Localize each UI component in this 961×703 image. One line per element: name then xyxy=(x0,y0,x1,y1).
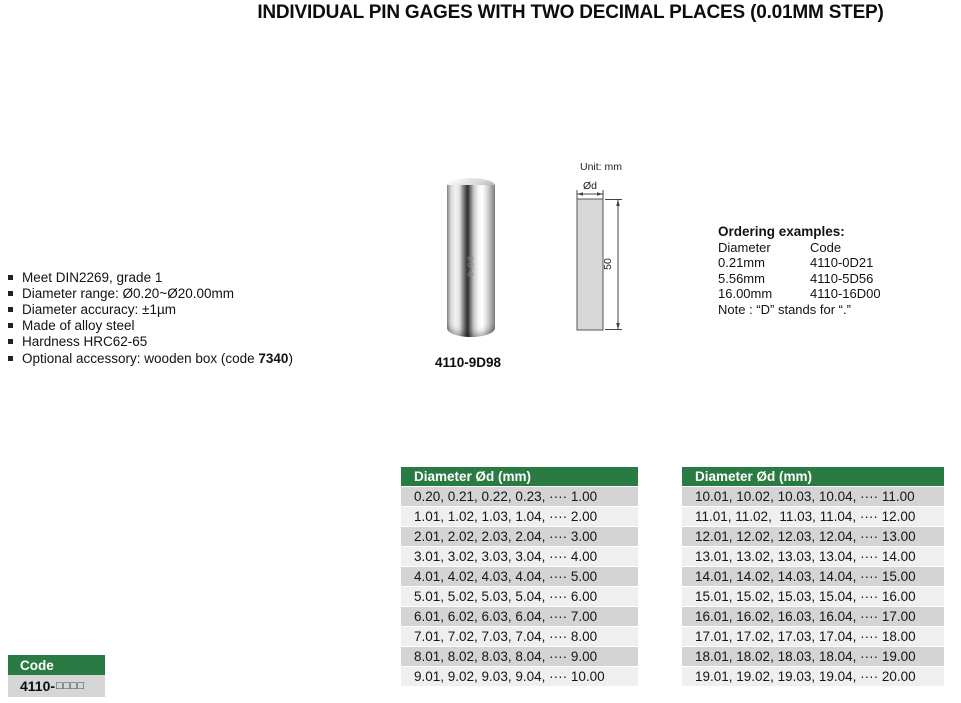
table-row: 19.01, 19.02, 19.03, 19.04, ···· 20.00 xyxy=(682,667,944,687)
table-row: 17.01, 17.02, 17.03, 17.04, ···· 18.00 xyxy=(682,627,944,647)
ordering-header-row xyxy=(718,240,881,256)
table-row: 16.01, 16.02, 16.03, 16.04, ···· 17.00 xyxy=(682,607,944,627)
ordering-row: 5.56mm 4110-5D56 xyxy=(718,270,874,286)
feature-item xyxy=(8,285,293,301)
table-row: 2.01, 2.02, 2.03, 2.04, ···· 3.00 xyxy=(401,527,638,547)
dimension-drawing xyxy=(568,156,640,340)
ordering-col-code: Code xyxy=(810,239,842,255)
table-header: Diameter Ød (mm) xyxy=(401,467,638,487)
length-dim-label: 50 xyxy=(602,258,614,270)
ordering-row: 0.21mm 4110-0D21 xyxy=(718,255,874,270)
table-row: 9.01, 9.02, 9.03, 9.04, ···· 10.00 xyxy=(401,667,638,687)
ordering-row: 16.00mm 4110-16D00 xyxy=(718,286,881,301)
bullet-square-icon xyxy=(8,275,13,280)
feature-item xyxy=(8,301,293,317)
feature-text: Hardness HRC62-65 xyxy=(22,334,148,350)
page-title: INDIVIDUAL PIN GAGES WITH TWO DECIMAL PLACES (0.01MM STEP) xyxy=(257,2,884,23)
pin-model-label: 4110-9D98 xyxy=(434,355,502,370)
pin-engraving-text: 9.98 xyxy=(466,255,476,277)
code-box-header: Code xyxy=(8,655,105,675)
feature-item xyxy=(8,350,293,366)
dim-arrow-up xyxy=(616,200,620,207)
feature-item xyxy=(8,269,293,285)
table-row: 13.01, 13.02, 13.03, 13.04, ···· 14.00 xyxy=(682,547,944,567)
bullet-square-icon xyxy=(8,307,13,312)
pin-outline-rect xyxy=(577,199,603,330)
diameter-dim-label: Ød xyxy=(582,180,598,192)
bullet-square-icon xyxy=(8,356,13,361)
table-row: 12.01, 12.02, 12.03, 12.04, ···· 13.00 xyxy=(682,527,944,547)
table-row: 5.01, 5.02, 5.03, 5.04, ···· 6.00 xyxy=(401,587,638,607)
table-header: Diameter Ød (mm) xyxy=(682,467,944,487)
feature-text: Diameter accuracy: ±1µm xyxy=(22,301,176,317)
bullet-square-icon xyxy=(8,323,13,328)
unit-label: Unit: mm xyxy=(580,161,622,173)
table-row: 6.01, 6.02, 6.03, 6.04, ···· 7.00 xyxy=(401,607,638,627)
dim-arrow-left xyxy=(577,192,583,196)
table-row: 7.01, 7.02, 7.03, 7.04, ···· 8.00 xyxy=(401,627,638,647)
ordering-heading: Ordering examples: xyxy=(718,224,845,239)
table-row: 14.01, 14.02, 14.03, 14.04, ···· 15.00 xyxy=(682,567,944,587)
feature-text: Optional accessory: wooden box (code 7340) xyxy=(22,350,293,366)
feature-list xyxy=(8,269,293,366)
table-row: 18.01, 18.02, 18.03, 18.04, ···· 19.00 xyxy=(682,647,944,667)
code-prefix: 4110- xyxy=(20,678,56,694)
table-row: 4.01, 4.02, 4.03, 4.04, ···· 5.00 xyxy=(401,567,638,587)
bullet-square-icon xyxy=(8,339,13,344)
ordering-examples xyxy=(718,224,881,317)
size-table-left xyxy=(401,467,638,687)
ordering-note: Note : “D” stands for “.” xyxy=(718,301,851,317)
feature-item xyxy=(8,318,293,334)
dim-arrow-down xyxy=(616,323,620,330)
table-row: 11.01, 11.02, 11.03, 11.04, ···· 12.00 xyxy=(682,507,944,527)
dim-arrow-right xyxy=(597,192,603,196)
bullet-square-icon xyxy=(8,291,13,296)
table-row: 15.01, 15.02, 15.03, 15.04, ···· 16.00 xyxy=(682,587,944,607)
feature-item xyxy=(8,334,293,350)
code-box xyxy=(8,655,105,697)
feature-text: Made of alloy steel xyxy=(22,318,135,334)
ordering-col-diameter: Diameter xyxy=(718,239,771,255)
feature-text: Diameter range: Ø0.20~Ø20.00mm xyxy=(22,285,234,301)
table-row: 3.01, 3.02, 3.03, 3.04, ···· 4.00 xyxy=(401,547,638,567)
table-row: 1.01, 1.02, 1.03, 1.04, ···· 2.00 xyxy=(401,507,638,527)
table-row: 8.01, 8.02, 8.03, 8.04, ···· 9.00 xyxy=(401,647,638,667)
size-table-right xyxy=(682,467,944,687)
feature-text: Meet DIN2269, grade 1 xyxy=(22,269,163,285)
table-row: 10.01, 10.02, 10.03, 10.04, ···· 11.00 xyxy=(682,487,944,507)
code-box-value xyxy=(8,675,105,697)
table-row: 0.20, 0.21, 0.22, 0.23, ···· 1.00 xyxy=(401,487,638,507)
pin-gage-photo xyxy=(447,185,495,337)
code-placeholder-squares: □□□□ xyxy=(56,680,85,692)
